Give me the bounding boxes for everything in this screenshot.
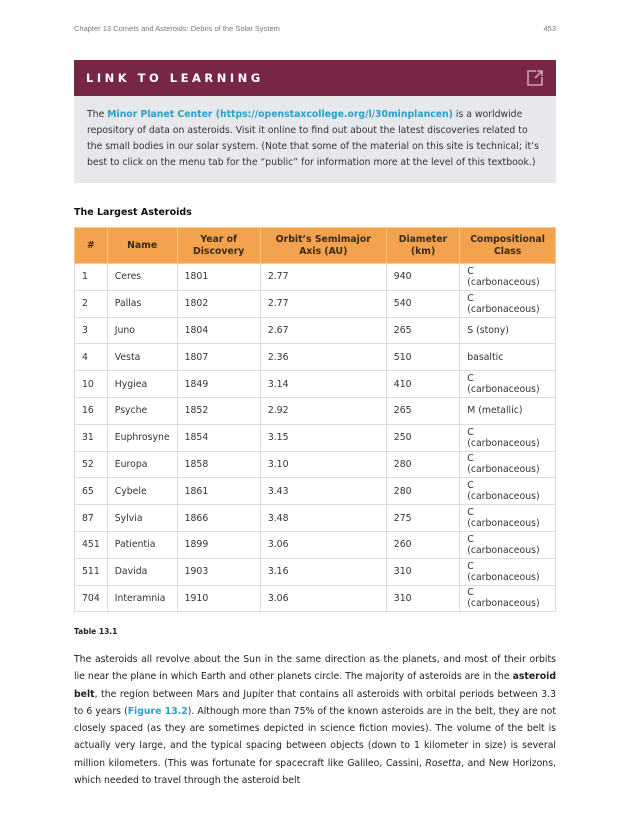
cell-semimajor-axis: 2.36 [260,344,386,371]
callout-header [74,60,556,96]
cell-class: C (carbonaceous) [460,424,556,451]
cell-semimajor-axis: 3.06 [260,585,386,612]
callout-text-after: is a worldwide repository of data on asteroids. Visit it online to find out about the latest discoveries related to the small bodies in our solar system. (Note that some of the material on this site is technical; it’s best to click on the menu tab for the “public” for information more at the level of this textbook.) [87,109,539,168]
cell-diameter: 265 [386,317,459,344]
cell-number: 1 [75,264,108,291]
cell-class: M (metallic) [460,397,556,424]
cell-year: 1866 [177,505,260,532]
table-row [75,344,556,371]
cell-number: 4 [75,344,108,371]
cell-name: Psyche [107,397,177,424]
table-row [75,424,556,451]
table-body [75,264,556,612]
cell-semimajor-axis: 2.92 [260,397,386,424]
table-row [75,585,556,612]
cell-number: 87 [75,505,108,532]
cell-number: 2 [75,290,108,317]
minor-planet-center-link[interactable]: Minor Planet Center (https://openstaxcollege.org/l/30minplancen) [107,109,453,120]
header-semimajor-axis: Orbit’s Semimajor Axis (AU) [260,228,386,264]
table-row [75,317,556,344]
cell-diameter: 510 [386,344,459,371]
cell-class: C (carbonaceous) [460,451,556,478]
cell-semimajor-axis: 2.67 [260,317,386,344]
cell-class: C (carbonaceous) [460,531,556,558]
cell-name: Davida [107,558,177,585]
cell-class: C (carbonaceous) [460,558,556,585]
cell-name: Juno [107,317,177,344]
cell-number: 511 [75,558,108,585]
cell-diameter: 940 [386,264,459,291]
cell-semimajor-axis: 3.16 [260,558,386,585]
figure-reference-link[interactable]: Figure 13.2 [127,705,188,717]
cell-number: 31 [75,424,108,451]
cell-number: 65 [75,478,108,505]
cell-number: 451 [75,531,108,558]
cell-diameter: 280 [386,478,459,505]
table-row [75,397,556,424]
table-row [75,505,556,532]
cell-year: 1903 [177,558,260,585]
cell-year: 1802 [177,290,260,317]
paragraph-text-3: ). Although more than 75% of the known asteroids are in the belt, they are not closely spaced (as they are sometimes depicted in science fiction movies). The volume of the belt is actually very large, and the typical spacing between objects (down to 1 kilometer in size) is several million kilometers. (This was fortunate for spacecraft like Galileo, Cassini, [74,705,556,769]
table-header-row [75,228,556,264]
table-row [75,371,556,398]
header-diameter: Diameter (km) [386,228,459,264]
cell-semimajor-axis: 3.43 [260,478,386,505]
cell-class: C (carbonaceous) [460,585,556,612]
cell-semimajor-axis: 3.15 [260,424,386,451]
table-caption: Table 13.1 [74,627,118,636]
cell-number: 704 [75,585,108,612]
largest-asteroids-table [74,227,556,612]
cell-semimajor-axis: 3.10 [260,451,386,478]
table-title: The Largest Asteroids [74,207,192,218]
cell-semimajor-axis: 3.06 [260,531,386,558]
link-to-learning-callout [74,60,556,183]
cell-year: 1899 [177,531,260,558]
key-term-asteroid-belt: asteroid belt [74,671,556,700]
cell-number: 16 [75,397,108,424]
cell-diameter: 540 [386,290,459,317]
cell-diameter: 265 [386,397,459,424]
cell-year: 1801 [177,264,260,291]
cell-name: Sylvia [107,505,177,532]
cell-number: 10 [75,371,108,398]
italic-rosetta: Rosetta [425,757,462,769]
cell-diameter: 275 [386,505,459,532]
page-number: 453 [543,24,556,33]
cell-year: 1910 [177,585,260,612]
table-row [75,478,556,505]
header-name: Name [107,228,177,264]
cell-class: basaltic [460,344,556,371]
cell-diameter: 250 [386,424,459,451]
cell-year: 1852 [177,397,260,424]
cell-diameter: 280 [386,451,459,478]
callout-title: LINK TO LEARNING [86,71,264,85]
paragraph-text-1: The asteroids all revolve about the Sun in the same direction as the planets, and most of their orbits lie near the plane in which Earth and other planets circle. The majority of asteroids are in the [74,654,556,683]
cell-class: C (carbonaceous) [460,505,556,532]
cell-diameter: 310 [386,585,459,612]
chapter-title: Chapter 13 Comets and Asteroids: Debris of the Solar System [74,24,280,33]
cell-diameter: 260 [386,531,459,558]
cell-class: C (carbonaceous) [460,478,556,505]
table-row [75,451,556,478]
cell-name: Euphrosyne [107,424,177,451]
cell-year: 1804 [177,317,260,344]
table-row [75,531,556,558]
cell-class: C (carbonaceous) [460,371,556,398]
cell-class: C (carbonaceous) [460,264,556,291]
cell-name: Cybele [107,478,177,505]
callout-text-before: The [87,109,108,120]
table-row [75,290,556,317]
cell-diameter: 310 [386,558,459,585]
cell-semimajor-axis: 2.77 [260,264,386,291]
cell-year: 1854 [177,424,260,451]
header-number: # [75,228,108,264]
body-paragraph [74,651,556,789]
external-link-icon [526,69,544,87]
cell-year: 1849 [177,371,260,398]
header-year: Year of Discovery [177,228,260,264]
cell-name: Europa [107,451,177,478]
cell-name: Interamnia [107,585,177,612]
header-class: Compositional Class [460,228,556,264]
cell-name: Ceres [107,264,177,291]
cell-year: 1807 [177,344,260,371]
cell-semimajor-axis: 2.77 [260,290,386,317]
cell-class: S (stony) [460,317,556,344]
cell-name: Patientia [107,531,177,558]
cell-semimajor-axis: 3.48 [260,505,386,532]
cell-number: 52 [75,451,108,478]
page-header [74,24,556,38]
table-row [75,558,556,585]
table-row [75,264,556,291]
paragraph-text-4: , and New Horizons, which needed to travel through the asteroid belt [74,757,556,787]
cell-year: 1861 [177,478,260,505]
paragraph-text-2: , the region between Mars and Jupiter that contains all asteroids with orbital periods between 3.3 to 6 years ( [74,688,556,717]
cell-name: Vesta [107,344,177,371]
cell-semimajor-axis: 3.14 [260,371,386,398]
cell-name: Hygiea [107,371,177,398]
cell-diameter: 410 [386,371,459,398]
cell-class: C (carbonaceous) [460,290,556,317]
callout-body [74,96,556,183]
cell-year: 1858 [177,451,260,478]
cell-name: Pallas [107,290,177,317]
cell-number: 3 [75,317,108,344]
